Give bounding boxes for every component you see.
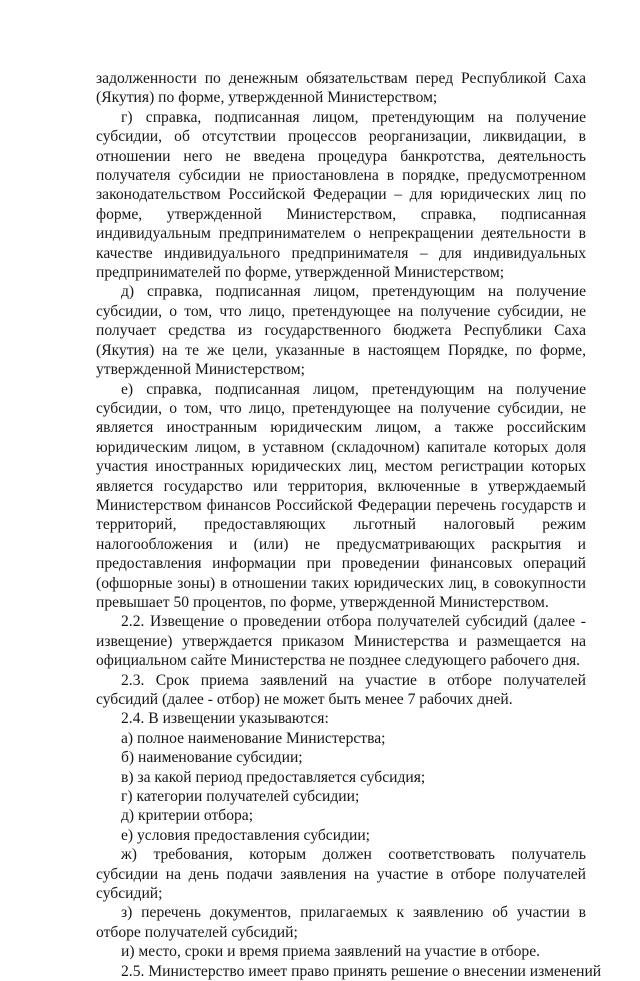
paragraph-item-d: д) справка, подписанная лицом, претендующим на получение субсидии, о том, что лицо, претендующее на получение субсидии, не получает средства из государственного бюджета Республики Саха (Якутия) на те же цели, указанные в настоящем Порядке, по форме, утвержденной Министерством; (96, 283, 586, 379)
list-item-a: а) полное наименование Министерства; (121, 729, 386, 747)
paragraph-2-2: 2.2. Извещение о проведении отбора получателей субсидий (далее - извещение) утверждается приказом Министерства и размещается на официальном сайте Министерства не позднее следующего рабочего дня. (96, 613, 586, 670)
list-item-b: б) наименование субсидии; (121, 749, 303, 767)
paragraph-2-3: 2.3. Срок приема заявлений на участие в отборе получателей субсидий (далее - отбор) не может быть менее 7 рабочих дней. (96, 671, 586, 708)
list-item-d: д) критерии отбора; (121, 807, 254, 825)
paragraph-item-g: г) справка, подписанная лицом, претендующим на получение субсидии, об отсутствии процессов реорганизации, ликвидации, в отношении него не введена процедура банкротства, деятельность получателя субсидии не приостановлена в порядке, предусмотренном законодательством Российской Федерации – для юридических лиц по форме, утвержденной Министерством, справка, подписанная индивидуальным предпринимателем о непрекращении деятельности в качестве индивидуального предпринимателя – для индивидуальных предпринимателей по форме, утвержденной Министерством; (96, 108, 586, 282)
list-item-i: и) место, сроки и время приема заявлений на участие в отборе. (121, 943, 541, 961)
paragraph-2-4: 2.4. В извещении указываются: (121, 710, 329, 728)
paragraph-2-5-partial: 2.5. Министерство имеет право принять решение о внесении изменений (121, 962, 602, 980)
paragraph-item-e: е) справка, подписанная лицом, претендующим на получение субсидии, о том, что лицо, претендующее на получение субсидии, не является иностранным юридическим лицом, а также российским юридическим лицом, в уставном (складочном) капитале которых доля участия иностранных юридических лиц, местом регистрации которых является государство или территория, включенные в утверждаемый Министерством финансов Российской Федерации перечень государств и территорий, предоставляющих льготный налоговый режим налогообложения и (или) не предусматривающих раскрытия и предоставления информации при проведении финансовых операций (офшорные зоны) в отношении таких юридических лиц, в совокупности превышает 50 процентов, по форме, утвержденной Министерством. (96, 380, 586, 611)
list-item-zh: ж) требования, которым должен соответствовать получатель субсидии на день подачи заявления на участие в отборе получателей субсидий; (96, 846, 586, 903)
list-item-z: з) перечень документов, прилагаемых к заявлению об участии в отборе получателей субсидий; (96, 904, 586, 941)
list-item-e: е) условия предоставления субсидии; (121, 826, 370, 844)
document-page (96, 69, 602, 981)
list-item-v: в) за какой период предоставляется субсидия; (121, 768, 426, 786)
paragraph-debt-continuation: задолженности по денежным обязательствам перед Республикой Саха (Якутия) по форме, утвержденной Министерством; (96, 70, 586, 107)
list-item-g: г) категории получателей субсидии; (121, 788, 360, 806)
